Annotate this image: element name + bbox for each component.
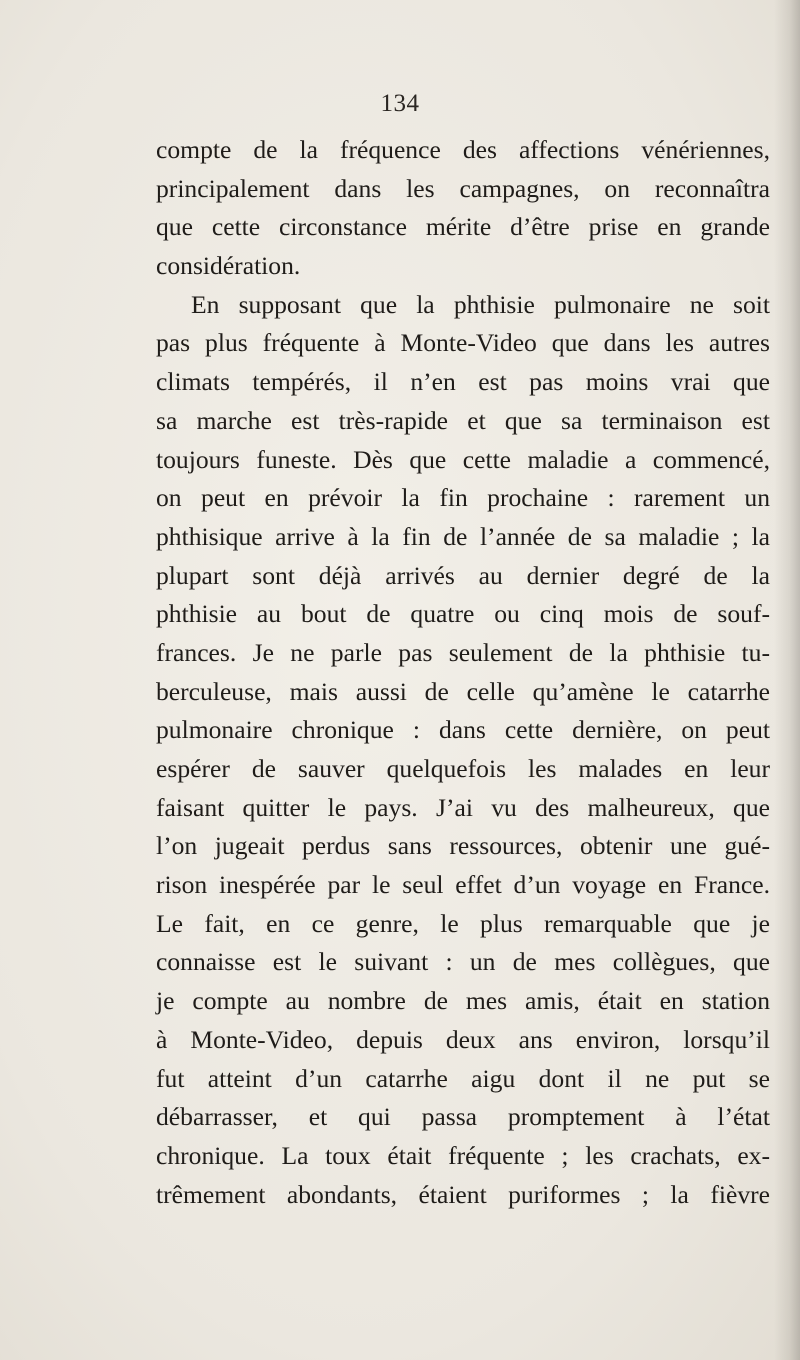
text-line: compte de la fréquence des affections vénériennes,	[156, 135, 770, 164]
text-line: frances. Je ne parle pas seulement de la phthisie tu-	[156, 637, 770, 667]
text-line: débarrasser, et qui passa promptement à l’état	[156, 1102, 770, 1132]
text-line: phthisie au bout de quatre ou cinq mois de souf-	[156, 599, 770, 629]
text-line: sa marche est très-rapide et que sa terminaison est	[156, 405, 770, 435]
text-line: principalement dans les campagnes, on reconnaîtra	[156, 173, 770, 203]
text-line: toujours funeste. Dès que cette maladie a commencé,	[156, 444, 770, 474]
text-line: je compte au nombre de mes amis, était en station	[156, 986, 770, 1016]
text-line: connaisse est le suivant : un de mes collègues, que	[156, 947, 770, 977]
text-line: fut atteint d’un catarrhe aigu dont il ne put se	[156, 1063, 770, 1093]
text-line: phthisique arrive à la fin de l’année de sa maladie ; la	[156, 521, 770, 551]
text-line: plupart sont déjà arrivés au dernier degré de la	[156, 560, 770, 590]
text-line: climats tempérés, il n’en est pas moins vrai que	[156, 367, 770, 397]
text-line: pulmonaire chronique : dans cette dernière, on peut	[156, 715, 770, 745]
text-line: Le fait, en ce genre, le plus remarquable que je	[156, 908, 770, 938]
text-line: à Monte-Video, depuis deux ans environ, lorsqu’il	[156, 1024, 770, 1054]
body-text	[156, 131, 770, 1214]
text-line: chronique. La toux était fréquente ; les crachats, ex-	[156, 1140, 770, 1170]
text-line: considération.	[156, 251, 301, 281]
text-line: on peut en prévoir la fin prochaine : rarement un	[156, 483, 770, 513]
text-line: pas plus fréquente à Monte-Video que dans les autres	[156, 328, 770, 358]
text-line: En supposant que la phthisie pulmonaire ne soit	[191, 289, 770, 319]
text-line: berculeuse, mais aussi de celle qu’amène le catarrhe	[156, 676, 770, 706]
text-line: espérer de sauver quelquefois les malades en leur	[156, 754, 770, 783]
page-number: 134	[380, 90, 420, 117]
text-line: faisant quitter le pays. J’ai vu des malheureux, que	[156, 792, 770, 822]
text-line: rison inespérée par le seul effet d’un voyage en France.	[156, 870, 770, 900]
page-edge-shadow	[774, 0, 800, 1360]
text-line: que cette circonstance mérite d’être prise en grande	[156, 212, 770, 242]
text-line: trêmement abondants, étaient puriformes ; la fièvre	[156, 1179, 770, 1209]
text-line: l’on jugeait perdus sans ressources, obtenir une gué-	[156, 831, 770, 861]
